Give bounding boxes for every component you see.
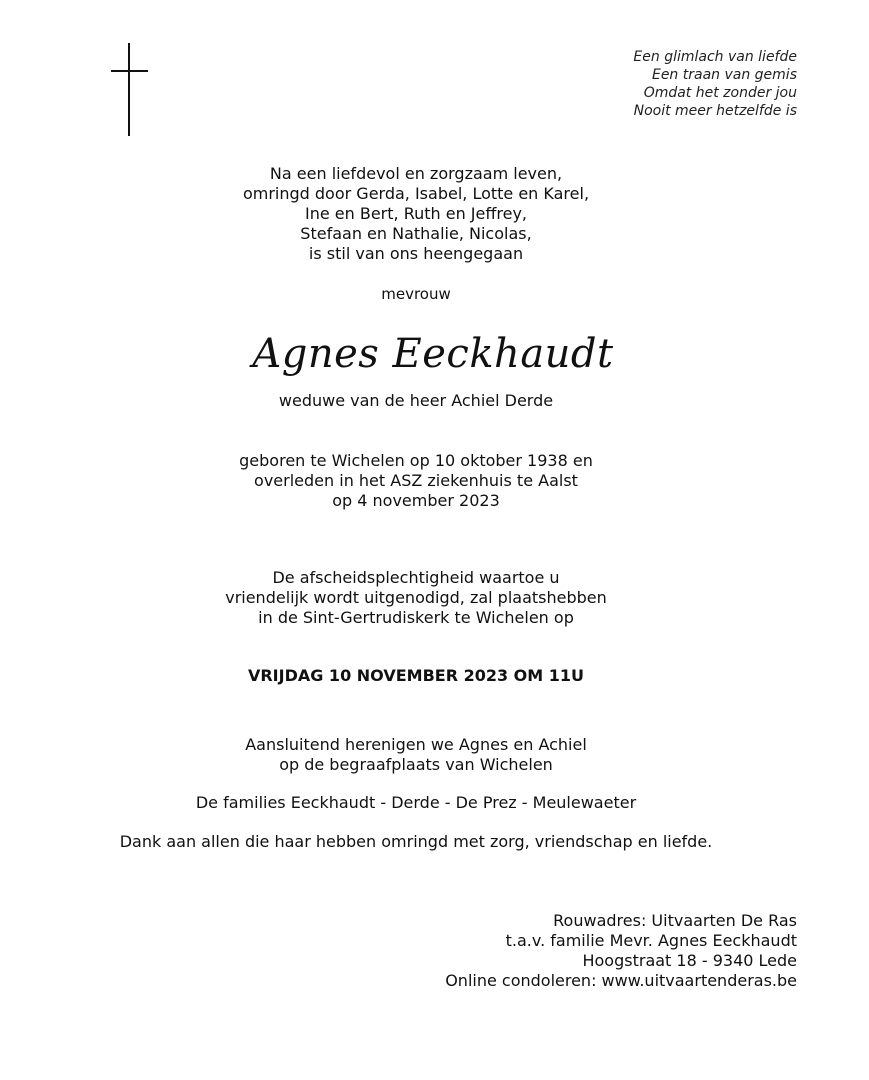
ceremony-date: VRIJDAG 10 NOVEMBER 2023 OM 11U <box>247 666 585 685</box>
intro-text <box>0 164 832 264</box>
widow-of: weduwe van de heer Achiel Derde <box>278 391 554 410</box>
intro-line: is stil van ons heengegaan <box>308 244 524 263</box>
intro-line: Na een liefdevol en zorgzaam leven, <box>269 164 563 183</box>
mourning-address <box>445 911 797 991</box>
birth-death-line: geboren te Wichelen op 10 oktober 1938 en <box>239 451 593 470</box>
poem <box>633 48 797 120</box>
ceremony-line: De afscheidsplechtigheid waartoe u <box>272 568 560 587</box>
address-line: Hoogstraat 18 - 9340 Lede <box>582 951 797 970</box>
burial-line: op de begraafplaats van Wichelen <box>279 755 553 774</box>
poem-line: Nooit meer hetzelfde is <box>633 103 797 119</box>
poem-line: Omdat het zonder jou <box>643 85 797 101</box>
ceremony-line: vriendelijk wordt uitgenodigd, zal plaatshebben <box>225 588 607 607</box>
burial-text <box>0 735 832 775</box>
birth-death-line: overleden in het ASZ ziekenhuis te Aalst <box>254 471 578 490</box>
families: De families Eeckhaudt - Derde - De Prez - Meulewaeter <box>195 793 637 812</box>
cross-icon <box>111 43 148 136</box>
poem-line: Een traan van gemis <box>651 67 797 83</box>
ceremony-text <box>0 568 832 628</box>
intro-line: omringd door Gerda, Isabel, Lotte en Karel, <box>242 184 590 203</box>
address-line: Online condoleren: www.uitvaartenderas.be <box>445 971 797 990</box>
address-line: Rouwadres: Uitvaarten De Ras <box>553 911 797 930</box>
poem-line: Een glimlach van liefde <box>633 49 797 65</box>
ceremony-line: in de Sint-Gertrudiskerk te Wichelen op <box>258 608 574 627</box>
thanks-text: Dank aan allen die haar hebben omringd met zorg, vriendschap en liefde. <box>119 832 713 851</box>
burial-line: Aansluitend herenigen we Agnes en Achiel <box>245 735 587 754</box>
intro-line: Ine en Bert, Ruth en Jeffrey, <box>304 204 528 223</box>
deceased-name: Agnes Eeckhaudt <box>252 331 614 377</box>
birth-death-line: op 4 november 2023 <box>332 491 500 510</box>
address-line: t.a.v. familie Mevr. Agnes Eeckhaudt <box>505 931 797 950</box>
intro-line: Stefaan en Nathalie, Nicolas, <box>300 224 532 243</box>
salutation: mevrouw <box>381 285 451 303</box>
birth-death-text <box>0 451 832 511</box>
